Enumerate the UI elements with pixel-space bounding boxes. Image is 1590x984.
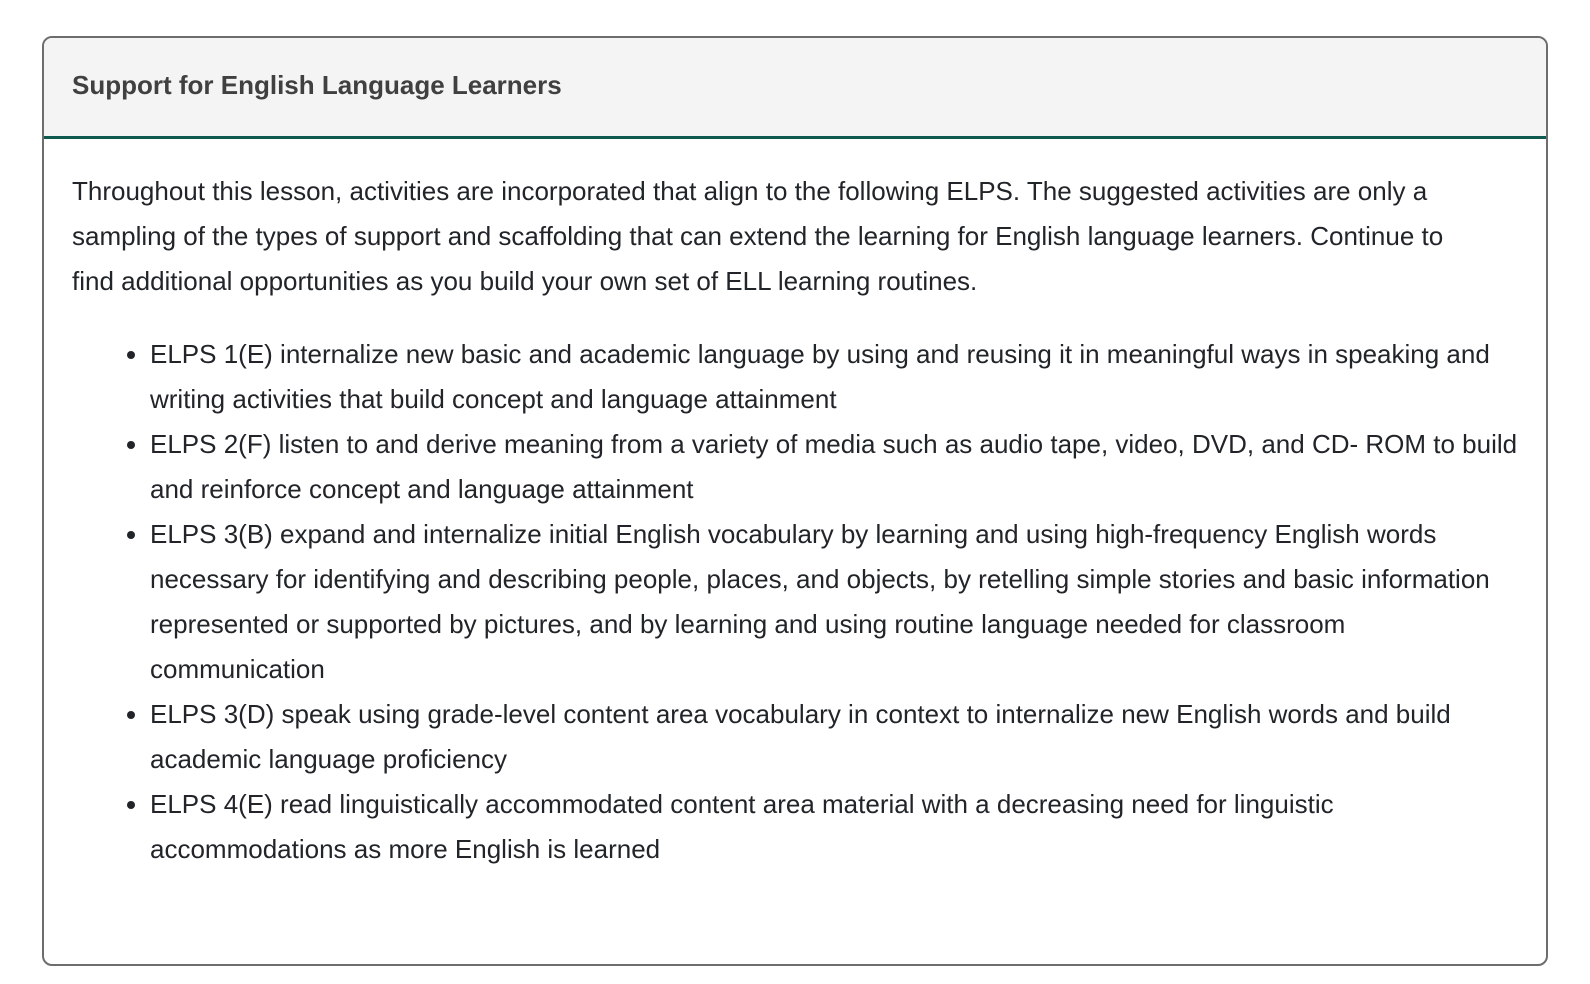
- ell-support-card: [42, 36, 1548, 966]
- card-title: Support for English Language Learners: [72, 70, 562, 100]
- list-item: • ELPS 3(B) expand and internalize initial English vocabulary by learning and using high-frequency English words necessary for identifying and describing people, places, and objects, by retelling simple stories and basic information represented or supported by pictures, and by learning and using routine language needed for classroom communication: [150, 512, 1518, 692]
- list-item: • ELPS 3(D) speak using grade-level content area vocabulary in context to internalize new English words and build academic language proficiency: [150, 692, 1518, 782]
- list-item: • ELPS 4(E) read linguistically accommodated content area material with a decreasing need for linguistic accommodations as more English is learned: [150, 782, 1518, 872]
- intro-paragraph: Throughout this lesson, activities are incorporated that align to the following ELPS. The suggested activities are only a sampling of the types of support and scaffolding that can extend the learning for English language learners. Continue to find additional opportunities as you build your own set of ELL learning routines.: [72, 176, 1444, 296]
- list-item: • ELPS 1(E) internalize new basic and academic language by using and reusing it in meaningful ways in speaking and writing activities that build concept and language attainment: [150, 332, 1518, 422]
- card-body: [44, 139, 1546, 924]
- elps-list: [72, 332, 1518, 872]
- card-header: [44, 38, 1546, 139]
- list-item: • ELPS 2(F) listen to and derive meaning from a variety of media such as audio tape, video, DVD, and CD- ROM to build and reinforce concept and language attainment: [150, 422, 1518, 512]
